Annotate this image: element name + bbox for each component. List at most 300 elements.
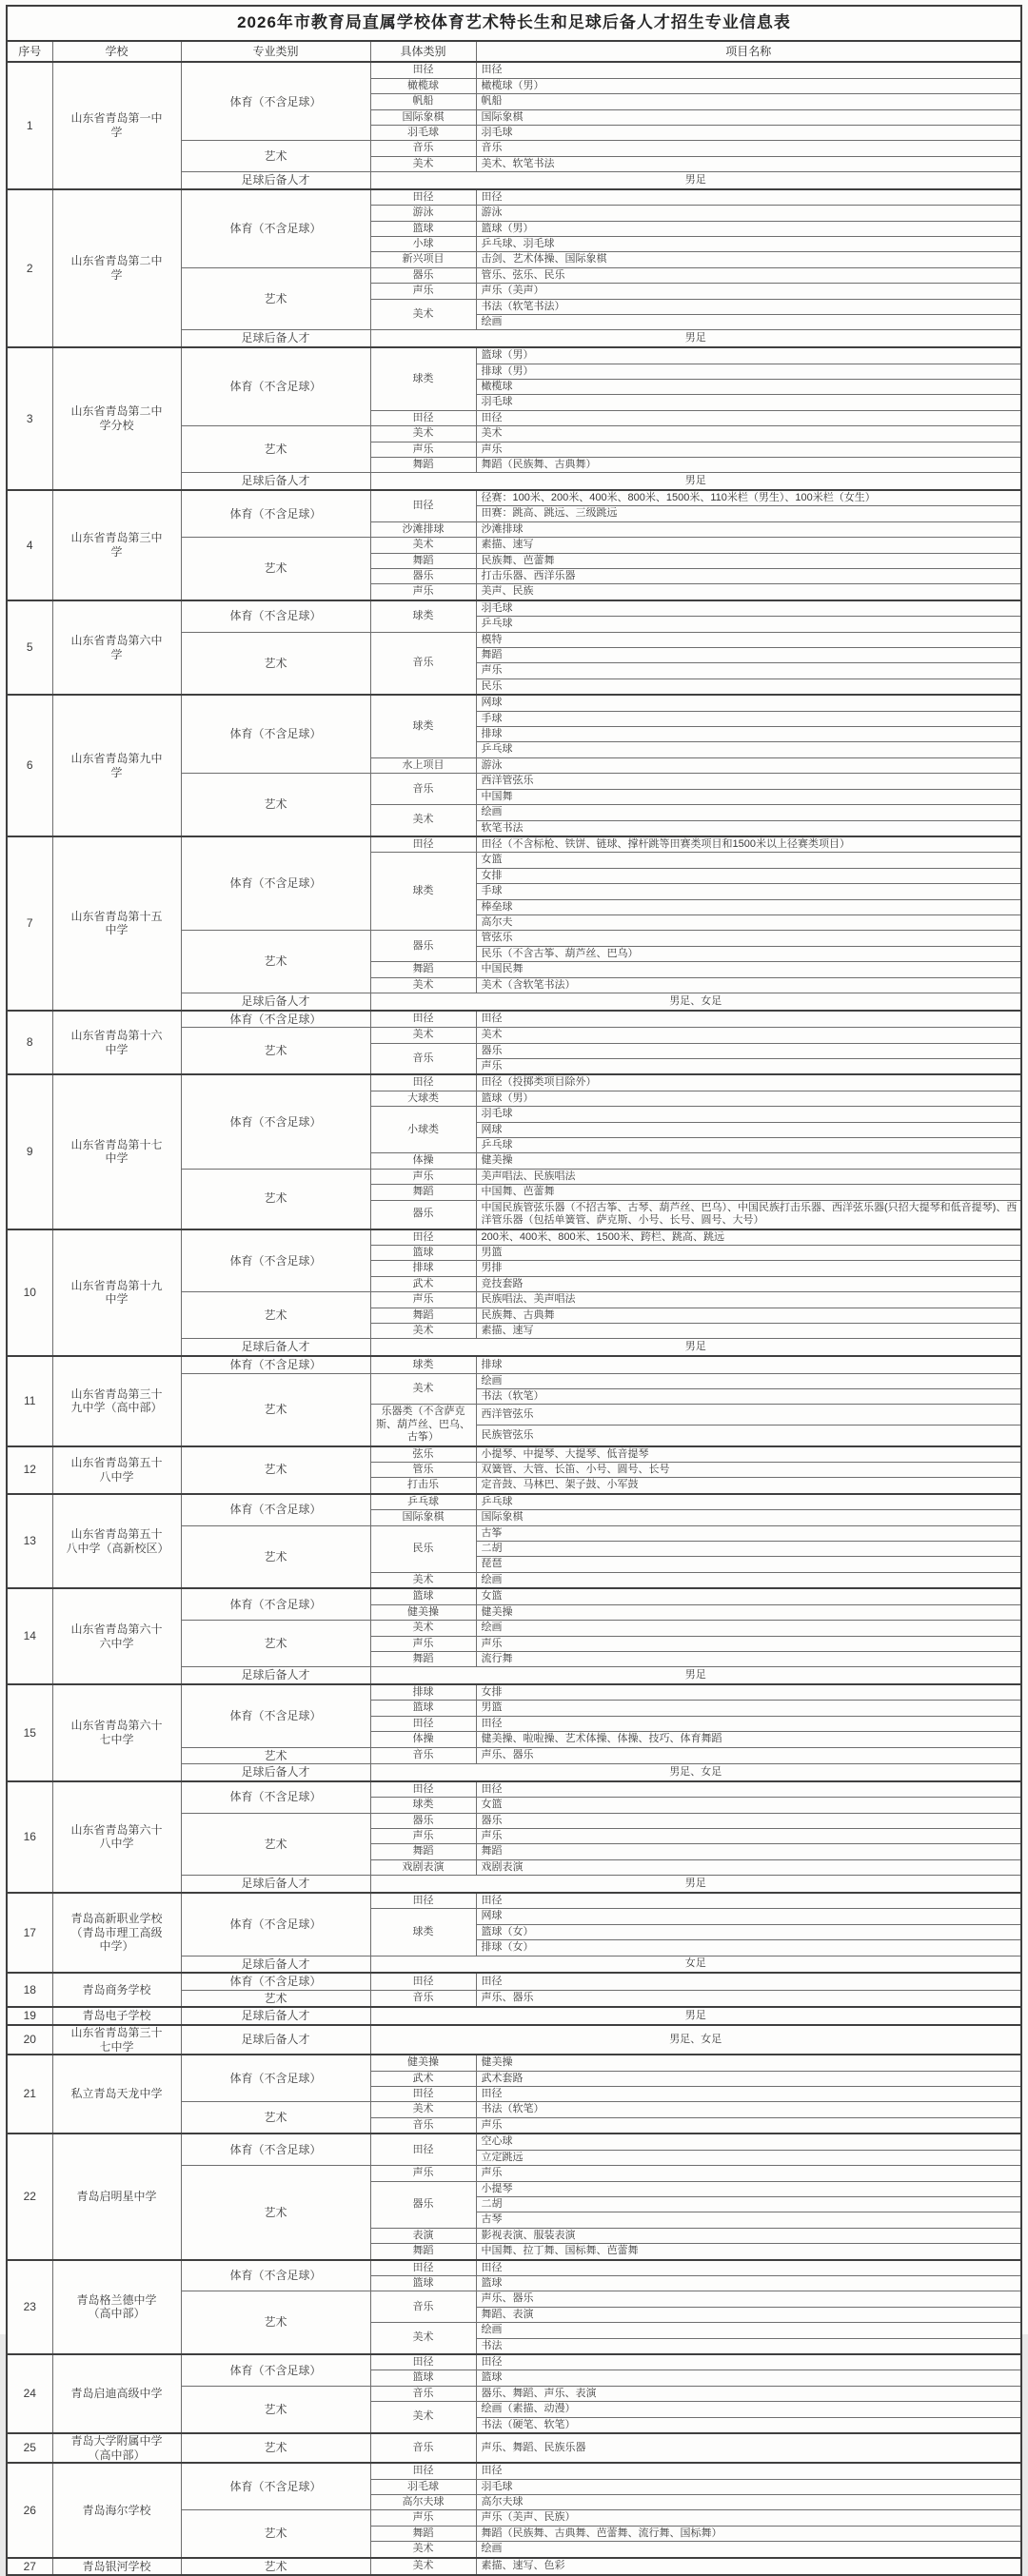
subcategory-cell: 声乐 bbox=[370, 1292, 476, 1308]
subcategory-cell: 体操 bbox=[370, 1732, 476, 1747]
project-name-cell: 乒乓球 bbox=[476, 1138, 1021, 1153]
category-cell: 艺术 bbox=[181, 1621, 370, 1667]
school-cell: 山东省青岛第五十八中学 bbox=[52, 1446, 181, 1494]
subcategory-cell: 球类 bbox=[370, 1909, 476, 1956]
row-number-cell: 22 bbox=[7, 2134, 52, 2259]
school-cell: 山东省青岛第一中学 bbox=[52, 62, 181, 188]
table-row bbox=[7, 2134, 1021, 2150]
subcategory-cell: 音乐 bbox=[370, 141, 476, 156]
subcategory-cell: 小球类 bbox=[370, 1107, 476, 1153]
project-name-cell: 西洋管弦乐 bbox=[476, 1405, 1021, 1426]
project-name-cell: 橄榄球（男） bbox=[476, 78, 1021, 93]
project-name-cell: 女篮 bbox=[476, 1798, 1021, 1813]
football-reserve-cell: 男足 bbox=[370, 473, 1021, 490]
school-cell: 山东省青岛第三十七中学 bbox=[52, 2025, 181, 2055]
subcategory-cell: 武术 bbox=[370, 2071, 476, 2086]
school-cell: 青岛商务学校 bbox=[52, 1973, 181, 2007]
football-reserve-cell: 男足 bbox=[370, 172, 1021, 189]
subcategory-cell: 器乐 bbox=[370, 1200, 476, 1229]
project-name-cell: 中国民族管弦乐器（不招古筝、古琴、葫芦丝、巴乌）、中国民族打击乐器、西洋弦乐器(只招大提琴和低音提琴)、西洋管乐器（包括单簧管、萨克斯、小号、长号、圆号、大号） bbox=[476, 1200, 1021, 1229]
subcategory-cell: 美术 bbox=[370, 2542, 476, 2558]
school-cell: 山东省青岛第二中学 bbox=[52, 189, 181, 347]
row-number-cell: 19 bbox=[7, 2007, 52, 2025]
subcategory-cell: 音乐 bbox=[370, 1990, 476, 2007]
subcategory-cell: 田径 bbox=[370, 1074, 476, 1091]
project-name-cell: 200米、400米、800米、1500米、跨栏、跳高、跳远 bbox=[476, 1229, 1021, 1246]
subcategory-cell: 水上项目 bbox=[370, 757, 476, 773]
project-name-cell: 绘画 bbox=[476, 315, 1021, 330]
project-name-cell: 径赛：100米、200米、400米、800米、1500米、110米栏（男生）、100米栏（女生） bbox=[476, 490, 1021, 506]
subcategory-cell: 声乐 bbox=[370, 584, 476, 600]
table-row bbox=[7, 1356, 1021, 1373]
category-cell: 足球后备人才 bbox=[181, 473, 370, 490]
project-name-cell: 游泳 bbox=[476, 206, 1021, 221]
subcategory-cell: 管乐 bbox=[370, 1463, 476, 1478]
project-name-cell: 篮球（男） bbox=[476, 1091, 1021, 1106]
project-name-cell: 书法（软笔书法） bbox=[476, 299, 1021, 314]
subcategory-cell: 美术 bbox=[370, 2102, 476, 2117]
project-name-cell: 古筝 bbox=[476, 1525, 1021, 1541]
project-name-cell: 田径 bbox=[476, 1716, 1021, 1731]
category-cell: 艺术 bbox=[181, 267, 370, 330]
school-cell: 山东省青岛第六十七中学 bbox=[52, 1684, 181, 1781]
subcategory-cell: 游泳 bbox=[370, 206, 476, 221]
project-name-cell: 声乐、器乐 bbox=[476, 1747, 1021, 1764]
category-cell: 艺术 bbox=[181, 1813, 370, 1876]
subcategory-cell: 戏剧表演 bbox=[370, 1859, 476, 1875]
table-header bbox=[7, 6, 1021, 62]
subcategory-cell: 器乐 bbox=[370, 569, 476, 584]
school-cell: 山东省青岛第三十九中学（高中部） bbox=[52, 1356, 181, 1446]
project-name-cell: 女篮 bbox=[476, 853, 1021, 868]
project-name-cell: 管乐、弦乐、民乐 bbox=[476, 267, 1021, 283]
category-cell: 艺术 bbox=[181, 931, 370, 993]
project-name-cell: 绘画 bbox=[476, 2323, 1021, 2338]
subcategory-cell: 田径 bbox=[370, 62, 476, 78]
subcategory-cell: 音乐 bbox=[370, 2386, 476, 2401]
category-cell: 足球后备人才 bbox=[181, 330, 370, 347]
project-name-cell: 声乐、舞蹈、民族乐器 bbox=[476, 2433, 1021, 2463]
project-name-cell: 羽毛球 bbox=[476, 1107, 1021, 1122]
row-number-cell: 26 bbox=[7, 2463, 52, 2557]
football-reserve-cell: 男足 bbox=[370, 1667, 1021, 1684]
project-name-cell: 民乐 bbox=[476, 678, 1021, 695]
subcategory-cell: 田径 bbox=[370, 2134, 476, 2165]
subcategory-cell: 美术 bbox=[370, 156, 476, 171]
project-name-cell: 排球 bbox=[476, 1356, 1021, 1373]
category-cell: 艺术 bbox=[181, 2433, 370, 2463]
project-name-cell: 羽毛球 bbox=[476, 125, 1021, 140]
subcategory-cell: 音乐 bbox=[370, 1747, 476, 1764]
category-cell: 足球后备人才 bbox=[181, 2025, 370, 2055]
project-name-cell: 击剑、艺术体操、国际象棋 bbox=[476, 252, 1021, 267]
category-cell: 体育（不含足球） bbox=[181, 1893, 370, 1956]
category-cell: 艺术 bbox=[181, 774, 370, 836]
table-row bbox=[7, 1973, 1021, 1990]
row-number-cell: 24 bbox=[7, 2354, 52, 2433]
project-name-cell: 美声、民族 bbox=[476, 584, 1021, 600]
project-name-cell: 健美操 bbox=[476, 1604, 1021, 1620]
project-name-cell: 橄榄球 bbox=[476, 379, 1021, 394]
category-cell: 体育（不含足球） bbox=[181, 1973, 370, 1990]
subcategory-cell: 舞蹈 bbox=[370, 962, 476, 977]
row-number-cell: 15 bbox=[7, 1684, 52, 1781]
table-row bbox=[7, 2055, 1021, 2071]
project-name-cell: 打击乐器、西洋乐器 bbox=[476, 569, 1021, 584]
row-number-cell: 2 bbox=[7, 189, 52, 347]
project-name-cell: 声乐 bbox=[476, 663, 1021, 678]
subcategory-cell: 器乐 bbox=[370, 2181, 476, 2228]
subcategory-cell: 田径 bbox=[370, 1893, 476, 1909]
project-name-cell: 田径 bbox=[476, 1973, 1021, 1990]
project-name-cell: 声乐、器乐 bbox=[476, 1990, 1021, 2007]
project-name-cell: 书法（软笔） bbox=[476, 2102, 1021, 2117]
admissions-table bbox=[6, 5, 1022, 2576]
project-name-cell: 民乐（不含古筝、葫芦丝、巴乌） bbox=[476, 946, 1021, 961]
table-row bbox=[7, 189, 1021, 206]
table-row bbox=[7, 347, 1021, 364]
school-cell: 山东省青岛第三中学 bbox=[52, 490, 181, 600]
project-name-cell: 网球 bbox=[476, 1909, 1021, 1924]
category-cell: 体育（不含足球） bbox=[181, 2463, 370, 2510]
table-row bbox=[7, 62, 1021, 78]
project-name-cell: 声乐 bbox=[476, 1059, 1021, 1075]
school-cell: 青岛格兰德中学（高中部） bbox=[52, 2260, 181, 2354]
project-name-cell: 空心球 bbox=[476, 2134, 1021, 2150]
project-name-cell: 器乐 bbox=[476, 1813, 1021, 1828]
project-name-cell: 音乐 bbox=[476, 141, 1021, 156]
row-number-cell: 9 bbox=[7, 1074, 52, 1229]
category-cell: 艺术 bbox=[181, 2558, 370, 2576]
subcategory-cell: 橄榄球 bbox=[370, 78, 476, 93]
project-name-cell: 高尔夫球 bbox=[476, 2495, 1021, 2510]
category-cell: 艺术 bbox=[181, 1373, 370, 1446]
table-row bbox=[7, 695, 1021, 711]
school-cell: 山东省青岛第六十八中学 bbox=[52, 1781, 181, 1893]
project-name-cell: 田径 bbox=[476, 2260, 1021, 2276]
school-cell: 青岛启明星中学 bbox=[52, 2134, 181, 2259]
row-number-cell: 8 bbox=[7, 1011, 52, 1075]
table-row bbox=[7, 2260, 1021, 2276]
category-cell: 艺术 bbox=[181, 2510, 370, 2558]
school-cell: 青岛电子学校 bbox=[52, 2007, 181, 2025]
project-name-cell: 沙滩排球 bbox=[476, 521, 1021, 537]
subcategory-cell: 打击乐 bbox=[370, 1478, 476, 1494]
project-name-cell: 民族舞、古典舞 bbox=[476, 1308, 1021, 1323]
subcategory-cell: 表演 bbox=[370, 2228, 476, 2243]
subcategory-cell: 舞蹈 bbox=[370, 553, 476, 568]
subcategory-cell: 田径 bbox=[370, 490, 476, 521]
subcategory-cell: 舞蹈 bbox=[370, 2244, 476, 2260]
category-cell: 体育（不含足球） bbox=[181, 1011, 370, 1028]
category-cell: 足球后备人才 bbox=[181, 1876, 370, 1893]
category-cell: 足球后备人才 bbox=[181, 172, 370, 189]
subcategory-cell: 美术 bbox=[370, 538, 476, 553]
category-cell: 艺术 bbox=[181, 1292, 370, 1339]
project-name-cell: 竞技套路 bbox=[476, 1276, 1021, 1291]
subcategory-cell: 武术 bbox=[370, 1276, 476, 1291]
school-cell: 青岛银河学校 bbox=[52, 2558, 181, 2576]
project-name-cell: 素描、速写、色彩 bbox=[476, 2558, 1021, 2576]
category-cell: 艺术 bbox=[181, 2166, 370, 2260]
project-name-cell: 声乐 bbox=[476, 2117, 1021, 2134]
subcategory-cell: 篮球 bbox=[370, 221, 476, 236]
project-name-cell: 国际象棋 bbox=[476, 1510, 1021, 1525]
project-name-cell: 篮球（女） bbox=[476, 1924, 1021, 1939]
subcategory-cell: 排球 bbox=[370, 1261, 476, 1276]
project-name-cell: 中国舞 bbox=[476, 789, 1021, 804]
subcategory-cell: 篮球 bbox=[370, 1245, 476, 1260]
subcategory-cell: 球类 bbox=[370, 853, 476, 931]
project-name-cell: 绘画 bbox=[476, 1572, 1021, 1588]
table-row bbox=[7, 1074, 1021, 1091]
table-row bbox=[7, 836, 1021, 853]
project-name-cell: 健美操 bbox=[476, 2055, 1021, 2071]
table-row bbox=[7, 1229, 1021, 1246]
table-row bbox=[7, 2463, 1021, 2479]
project-name-cell: 舞蹈、表演 bbox=[476, 2307, 1021, 2322]
row-number-cell: 4 bbox=[7, 490, 52, 600]
subcategory-cell: 篮球 bbox=[370, 1588, 476, 1604]
row-number-cell: 27 bbox=[7, 2558, 52, 2576]
project-name-cell: 田径 bbox=[476, 2354, 1021, 2370]
project-name-cell: 健美操 bbox=[476, 1153, 1021, 1169]
subcategory-cell: 美术 bbox=[370, 2323, 476, 2354]
project-name-cell: 管弦乐 bbox=[476, 931, 1021, 946]
project-name-cell: 武术套路 bbox=[476, 2071, 1021, 2086]
category-cell: 体育（不含足球） bbox=[181, 1684, 370, 1747]
subcategory-cell: 小球 bbox=[370, 237, 476, 252]
project-name-cell: 流行舞 bbox=[476, 1651, 1021, 1666]
subcategory-cell: 帆船 bbox=[370, 94, 476, 109]
col-header-subcategory: 具体类别 bbox=[370, 41, 476, 63]
subcategory-cell: 球类 bbox=[370, 1356, 476, 1373]
project-name-cell: 羽毛球 bbox=[476, 2479, 1021, 2494]
subcategory-cell: 球类 bbox=[370, 695, 476, 757]
project-name-cell: 网球 bbox=[476, 1122, 1021, 1137]
project-name-cell: 绘画 bbox=[476, 805, 1021, 820]
subcategory-cell: 排球 bbox=[370, 1684, 476, 1701]
subcategory-cell: 大球类 bbox=[370, 1091, 476, 1106]
category-cell: 艺术 bbox=[181, 141, 370, 172]
project-name-cell: 乒乓球、羽毛球 bbox=[476, 237, 1021, 252]
category-cell: 艺术 bbox=[181, 1525, 370, 1588]
project-name-cell: 素描、速写 bbox=[476, 538, 1021, 553]
subcategory-cell: 声乐 bbox=[370, 2166, 476, 2181]
category-cell: 足球后备人才 bbox=[181, 993, 370, 1010]
category-cell: 体育（不含足球） bbox=[181, 836, 370, 931]
subcategory-cell: 舞蹈 bbox=[370, 457, 476, 472]
table-row bbox=[7, 1893, 1021, 1909]
subcategory-cell: 高尔夫球 bbox=[370, 2495, 476, 2510]
project-name-cell: 排球（男） bbox=[476, 364, 1021, 379]
football-reserve-cell: 男足、女足 bbox=[370, 2025, 1021, 2055]
table-row bbox=[7, 600, 1021, 617]
project-name-cell: 软笔书法 bbox=[476, 820, 1021, 836]
row-number-cell: 5 bbox=[7, 600, 52, 695]
project-name-cell: 篮球 bbox=[476, 2275, 1021, 2291]
category-cell: 艺术 bbox=[181, 2102, 370, 2134]
football-reserve-cell: 男足 bbox=[370, 2007, 1021, 2025]
category-cell: 艺术 bbox=[181, 2291, 370, 2354]
school-cell: 青岛高新职业学校（青岛市理工高级中学） bbox=[52, 1893, 181, 1973]
football-reserve-cell: 男足、女足 bbox=[370, 993, 1021, 1010]
table-row bbox=[7, 1011, 1021, 1028]
project-name-cell: 绘画 bbox=[476, 2542, 1021, 2558]
table-row bbox=[7, 2025, 1021, 2055]
subcategory-cell: 音乐 bbox=[370, 632, 476, 695]
row-number-cell: 10 bbox=[7, 1229, 52, 1356]
project-name-cell: 美声唱法、民族唱法 bbox=[476, 1169, 1021, 1184]
category-cell: 艺术 bbox=[181, 2386, 370, 2433]
project-name-cell: 声乐 bbox=[476, 1829, 1021, 1844]
project-name-cell: 声乐、器乐 bbox=[476, 2291, 1021, 2307]
project-name-cell: 羽毛球 bbox=[476, 395, 1021, 410]
category-cell: 体育（不含足球） bbox=[181, 1229, 370, 1292]
subcategory-cell: 舞蹈 bbox=[370, 1651, 476, 1666]
project-name-cell: 美术 bbox=[476, 426, 1021, 442]
category-cell: 足球后备人才 bbox=[181, 1667, 370, 1684]
category-cell: 体育（不含足球） bbox=[181, 1494, 370, 1525]
project-name-cell: 影视表演、服装表演 bbox=[476, 2228, 1021, 2243]
project-name-cell: 男排 bbox=[476, 1261, 1021, 1276]
category-cell: 体育（不含足球） bbox=[181, 1074, 370, 1169]
project-name-cell: 田径（不含标枪、铁饼、链球、撑杆跳等田赛类项目和1500米以上径赛类项目） bbox=[476, 836, 1021, 853]
subcategory-cell: 音乐 bbox=[370, 2291, 476, 2323]
project-name-cell: 网球 bbox=[476, 695, 1021, 711]
row-number-cell: 18 bbox=[7, 1973, 52, 2007]
project-name-cell: 绘画（素描、动漫） bbox=[476, 2402, 1021, 2417]
subcategory-cell: 器乐 bbox=[370, 1813, 476, 1828]
subcategory-cell: 美术 bbox=[370, 805, 476, 836]
category-cell: 体育（不含足球） bbox=[181, 1356, 370, 1373]
project-name-cell: 舞蹈 bbox=[476, 648, 1021, 663]
project-name-cell: 琵琶 bbox=[476, 1557, 1021, 1572]
project-name-cell: 男篮 bbox=[476, 1701, 1021, 1716]
category-cell: 体育（不含足球） bbox=[181, 695, 370, 774]
row-number-cell: 6 bbox=[7, 695, 52, 836]
project-name-cell: 二胡 bbox=[476, 1542, 1021, 1557]
project-name-cell: 器乐、舞蹈、声乐、表演 bbox=[476, 2386, 1021, 2401]
project-name-cell: 中国民舞 bbox=[476, 962, 1021, 977]
project-name-cell: 小提琴、中提琴、大提琴、低音提琴 bbox=[476, 1446, 1021, 1463]
subcategory-cell: 声乐 bbox=[370, 2510, 476, 2526]
subcategory-cell: 乒乓球 bbox=[370, 1494, 476, 1510]
school-cell: 山东省青岛第十七中学 bbox=[52, 1074, 181, 1229]
subcategory-cell: 田径 bbox=[370, 1716, 476, 1731]
project-name-cell: 女排 bbox=[476, 1684, 1021, 1701]
category-cell: 体育（不含足球） bbox=[181, 189, 370, 268]
school-cell: 青岛大学附属中学（高中部） bbox=[52, 2433, 181, 2463]
subcategory-cell: 器乐 bbox=[370, 267, 476, 283]
subcategory-cell: 民乐 bbox=[370, 1525, 476, 1572]
subcategory-cell: 田径 bbox=[370, 2087, 476, 2102]
subcategory-cell: 美术 bbox=[370, 1621, 476, 1636]
table-row bbox=[7, 1494, 1021, 1510]
subcategory-cell: 沙滩排球 bbox=[370, 521, 476, 537]
subcategory-cell: 羽毛球 bbox=[370, 2479, 476, 2494]
row-number-cell: 1 bbox=[7, 62, 52, 188]
subcategory-cell: 美术 bbox=[370, 426, 476, 442]
project-name-cell: 声乐 bbox=[476, 1636, 1021, 1651]
subcategory-cell: 美术 bbox=[370, 977, 476, 993]
category-cell: 体育（不含足球） bbox=[181, 347, 370, 426]
football-reserve-cell: 男足、女足 bbox=[370, 1764, 1021, 1781]
subcategory-cell: 篮球 bbox=[370, 2370, 476, 2386]
project-name-cell: 中国舞、拉丁舞、国标舞、芭蕾舞 bbox=[476, 2244, 1021, 2260]
school-cell: 山东省青岛第九中学 bbox=[52, 695, 181, 836]
project-name-cell: 田径 bbox=[476, 1011, 1021, 1028]
football-reserve-cell: 男足 bbox=[370, 1876, 1021, 1893]
table-row bbox=[7, 2354, 1021, 2370]
subcategory-cell: 球类 bbox=[370, 600, 476, 632]
project-name-cell: 模特 bbox=[476, 632, 1021, 647]
project-name-cell: 二胡 bbox=[476, 2196, 1021, 2212]
project-name-cell: 声乐（美声） bbox=[476, 284, 1021, 299]
subcategory-cell: 器乐 bbox=[370, 931, 476, 962]
col-header-project: 项目名称 bbox=[476, 41, 1021, 63]
project-name-cell: 民族管弦乐 bbox=[476, 1425, 1021, 1445]
project-name-cell: 美术（含软笔书法） bbox=[476, 977, 1021, 993]
row-number-cell: 20 bbox=[7, 2025, 52, 2055]
subcategory-cell: 田径 bbox=[370, 2260, 476, 2276]
subcategory-cell: 田径 bbox=[370, 189, 476, 206]
school-cell: 山东省青岛第十五中学 bbox=[52, 836, 181, 1011]
school-cell: 私立青岛天龙中学 bbox=[52, 2055, 181, 2134]
table-row bbox=[7, 490, 1021, 506]
category-cell: 足球后备人才 bbox=[181, 1339, 370, 1356]
subcategory-cell: 美术 bbox=[370, 2558, 476, 2576]
subcategory-cell: 健美操 bbox=[370, 1604, 476, 1620]
subcategory-cell: 美术 bbox=[370, 1572, 476, 1588]
project-name-cell: 西洋管弦乐 bbox=[476, 774, 1021, 789]
category-cell: 艺术 bbox=[181, 1446, 370, 1494]
subcategory-cell: 音乐 bbox=[370, 774, 476, 805]
project-name-cell: 乒乓球 bbox=[476, 1494, 1021, 1510]
subcategory-cell: 球类 bbox=[370, 347, 476, 410]
category-cell: 艺术 bbox=[181, 426, 370, 473]
subcategory-cell: 国际象棋 bbox=[370, 1510, 476, 1525]
category-cell: 足球后备人才 bbox=[181, 1764, 370, 1781]
project-name-cell: 女篮 bbox=[476, 1588, 1021, 1604]
project-name-cell: 田径 bbox=[476, 2087, 1021, 2102]
school-cell: 山东省青岛第六十六中学 bbox=[52, 1588, 181, 1684]
project-name-cell: 绘画 bbox=[476, 1621, 1021, 1636]
row-number-cell: 17 bbox=[7, 1893, 52, 1973]
project-name-cell: 羽毛球 bbox=[476, 600, 1021, 617]
project-name-cell: 篮球 bbox=[476, 2370, 1021, 2386]
category-cell: 体育（不含足球） bbox=[181, 2134, 370, 2165]
project-name-cell: 舞蹈（民族舞、古典舞） bbox=[476, 457, 1021, 472]
subcategory-cell: 美术 bbox=[370, 1323, 476, 1338]
subcategory-cell: 田径 bbox=[370, 2354, 476, 2370]
project-name-cell: 美术、软笔书法 bbox=[476, 156, 1021, 171]
category-cell: 足球后备人才 bbox=[181, 1956, 370, 1973]
subcategory-cell: 田径 bbox=[370, 2463, 476, 2479]
category-cell: 体育（不含足球） bbox=[181, 2055, 370, 2102]
row-number-cell: 25 bbox=[7, 2433, 52, 2463]
project-name-cell: 手球 bbox=[476, 884, 1021, 899]
row-number-cell: 3 bbox=[7, 347, 52, 490]
row-number-cell: 7 bbox=[7, 836, 52, 1011]
subcategory-cell: 田径 bbox=[370, 1973, 476, 1990]
category-cell: 体育（不含足球） bbox=[181, 62, 370, 141]
row-number-cell: 14 bbox=[7, 1588, 52, 1684]
subcategory-cell: 声乐 bbox=[370, 284, 476, 299]
project-name-cell: 田径 bbox=[476, 62, 1021, 78]
project-name-cell: 乒乓球 bbox=[476, 742, 1021, 757]
table-row bbox=[7, 1588, 1021, 1604]
